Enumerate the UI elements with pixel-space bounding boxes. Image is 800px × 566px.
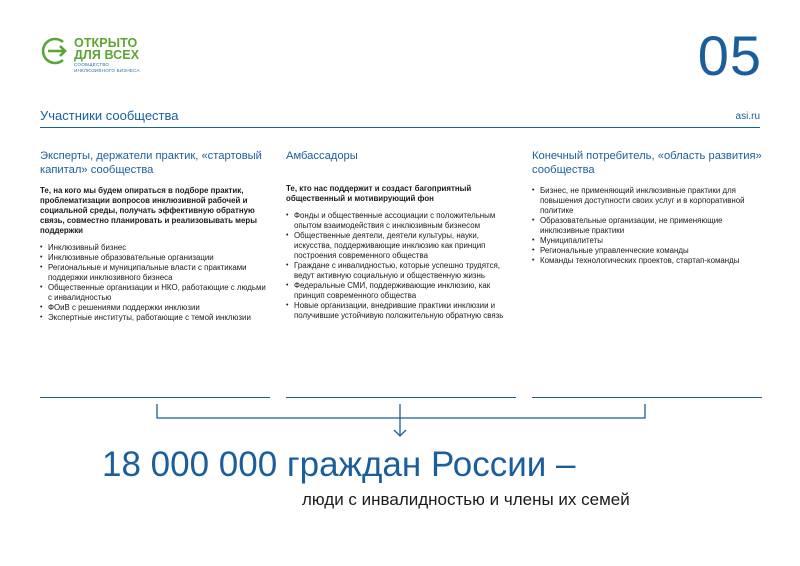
list-item: • Муниципалитеты xyxy=(532,236,762,246)
column-divider xyxy=(286,397,516,398)
list-item: • Региональные и муниципальные власти с практиками поддержки инклюзивного бизнеса xyxy=(40,263,270,283)
column-list xyxy=(532,186,762,266)
list-item: • Бизнес, не применяющий инклюзивные практики для повышения доступности своих услуг и в корпоративной политике xyxy=(532,186,762,216)
list-item: • Общественные деятели, деятели культуры, науки, искусства, поддерживающие инклюзию как принцип построения современного общества xyxy=(286,231,516,261)
logo-subtitle-2: ИНКЛЮЗИВНОГО БИЗНЕСА xyxy=(74,68,140,73)
list-item: • Новые организации, внедрившие практики инклюзии и получившие устойчивую положительную обратную связь xyxy=(286,301,516,321)
column-ambassadors xyxy=(286,150,516,321)
list-item: • Общественные организации и НКО, работающие с людьми с инвалидностью xyxy=(40,283,270,303)
column-list xyxy=(40,243,270,323)
column-divider xyxy=(532,397,762,398)
column-lead: Те, на кого мы будем опираться в подборе практик, проблематизации вопросов инклюзивной рабочей и социальной среды, получать эффективную обратную связь, совместно планировать и реализовывать меры поддержки xyxy=(40,186,257,235)
logo-line-2: ДЛЯ ВСЕХ xyxy=(74,48,140,62)
column-consumers xyxy=(532,150,762,266)
list-item: • Федеральные СМИ, поддерживающие инклюзию, как принцип современного общества xyxy=(286,281,516,301)
page-number: 05 xyxy=(697,24,762,87)
list-item: • Экспертные институты, работающие с темой инклюзии xyxy=(40,313,270,323)
column-list xyxy=(286,211,516,321)
headline-subline: люди с инвалидностью и члены их семей xyxy=(302,490,630,509)
list-item: • Региональные управленческие команды xyxy=(532,246,762,256)
list-item: • Фонды и общественные ассоциации с положительным опытом взаимодействия с инклюзивным бизнесом xyxy=(286,211,516,231)
column-lead: Те, кто нас поддержит и создаст багоприятный общественный и мотивирующий фон xyxy=(286,183,472,203)
column-divider xyxy=(40,397,270,398)
section-title: Участники сообщества xyxy=(40,108,179,123)
logo xyxy=(40,36,180,76)
column-title: Эксперты, держатели практик, «стартовый капитал» сообщества xyxy=(40,150,262,176)
headline-number: 18 000 000 граждан России – xyxy=(102,445,576,484)
list-item: • Граждане с инвалидностью, которые успешно трудятся, ведут активную социальную и общественную жизнь xyxy=(286,261,516,281)
bracket-arrow-icon xyxy=(156,404,646,440)
list-item: • Инклюзивный бизнес xyxy=(40,243,270,253)
list-item: • Образовательные организации, не применяющие инклюзивные практики xyxy=(532,216,762,236)
list-item: • Инклюзивные образовательные организации xyxy=(40,253,270,263)
logo-arrow-icon xyxy=(40,36,70,66)
header-divider xyxy=(40,127,760,128)
site-link[interactable]: asi.ru xyxy=(735,111,760,122)
column-title: Амбассадоры xyxy=(286,150,358,162)
logo-subtitle-1: СООБЩЕСТВО xyxy=(74,62,110,67)
column-experts xyxy=(40,150,270,323)
list-item: • ФОиВ с решениями поддержки инклюзии xyxy=(40,303,270,313)
column-title: Конечный потребитель, «область развития» сообщества xyxy=(532,150,762,176)
logo-line-1: ОТКРЫТО xyxy=(74,36,138,50)
list-item: • Команды технологических проектов, стартап-команды xyxy=(532,256,762,266)
